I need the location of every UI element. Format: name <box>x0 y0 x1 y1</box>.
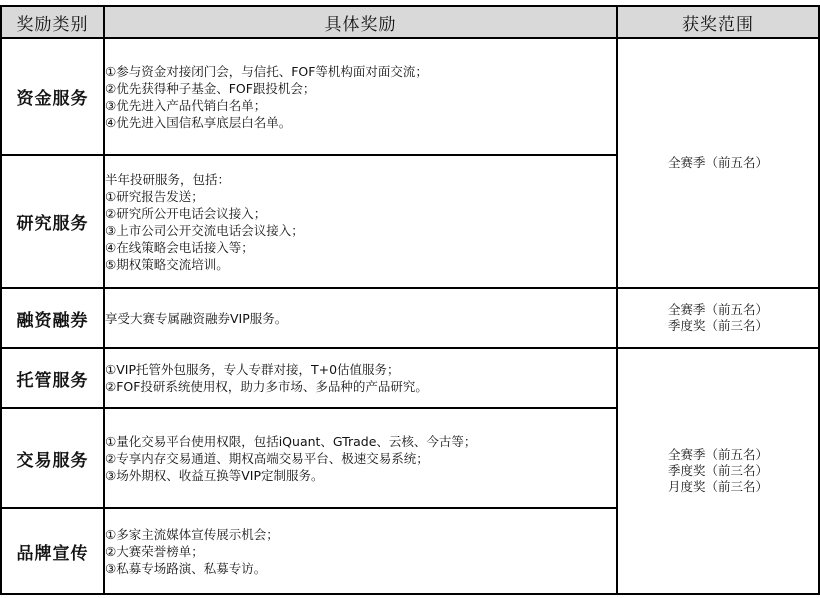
category-cell: 托管服务 <box>1 348 104 408</box>
detail-line: ④优先进入国信私享底层白名单。 <box>105 114 292 130</box>
detail-line: ①多家主流媒体宣传展示机会； <box>105 526 279 542</box>
detail-line: ①量化交易平台使用权限，包括iQuant、GTrade、云核、今古等； <box>105 433 477 449</box>
detail-line: ②专享内存交易通道、期权高端交易平台、极速交易系统； <box>105 450 429 466</box>
detail-line: ③私募专场路演、私募专访。 <box>105 560 267 576</box>
details-cell <box>104 508 617 594</box>
detail-line: ④在线策略会电话接入等； <box>105 239 254 255</box>
header-scope: 获奖范围 <box>617 6 819 38</box>
detail-line: ③优先进入产品代销白名单； <box>105 97 267 113</box>
detail-line: ①VIP托管外包服务，专人专群对接，T+0估值服务； <box>105 362 400 377</box>
scope-line: 全赛季（前五名） <box>667 447 768 462</box>
table-row <box>1 38 819 155</box>
details-cell <box>104 155 617 288</box>
scope-line: 季度奖（前三名） <box>667 318 768 333</box>
table-row <box>1 348 819 408</box>
details-cell <box>104 408 617 508</box>
category-cell: 资金服务 <box>1 38 104 155</box>
details-cell <box>104 288 617 348</box>
detail-line: ⑤期权策略交流培训。 <box>105 256 229 272</box>
scope-line: 季度奖（前三名） <box>667 463 768 478</box>
detail-line: ①参与资金对接闭门会，与信托、FOF等机构面对面交流； <box>105 63 428 79</box>
detail-line: ②优先获得种子基金、FOF跟投机会； <box>105 80 316 96</box>
header-details: 具体奖励 <box>104 6 617 38</box>
scope-cell <box>617 38 819 288</box>
detail-line: ②FOF投研系统使用权，助力多市场、多品种的产品研究。 <box>105 379 428 394</box>
header-row <box>1 6 819 38</box>
category-cell: 品牌宣传 <box>1 508 104 594</box>
detail-line: 半年投研服务，包括： <box>105 171 231 187</box>
scope-line: 全赛季（前五名） <box>667 155 768 170</box>
detail-line: ②大赛荣誉榜单； <box>105 543 204 559</box>
category-cell: 融资融券 <box>1 288 104 348</box>
header-category: 奖励类别 <box>1 6 104 38</box>
category-cell: 研究服务 <box>1 155 104 288</box>
scope-cell <box>617 348 819 594</box>
detail-line: ②研究所公开电话会议接入； <box>105 205 267 221</box>
detail-line: ①研究报告发送； <box>105 188 204 204</box>
details-cell <box>104 38 617 155</box>
scope-cell <box>617 288 819 348</box>
detail-line: ③场外期权、收益互换等VIP定制服务。 <box>105 467 324 483</box>
details-cell <box>104 348 617 408</box>
detail-line: ③上市公司公开交流电话会议接入； <box>105 222 304 238</box>
table-row <box>1 288 819 348</box>
category-cell: 交易服务 <box>1 408 104 508</box>
scope-line: 全赛季（前五名） <box>667 302 768 317</box>
scope-line: 月度奖（前三名） <box>667 479 768 494</box>
awards-table <box>0 5 820 595</box>
detail-line: 享受大赛专属融资融券VIP服务。 <box>105 310 288 326</box>
